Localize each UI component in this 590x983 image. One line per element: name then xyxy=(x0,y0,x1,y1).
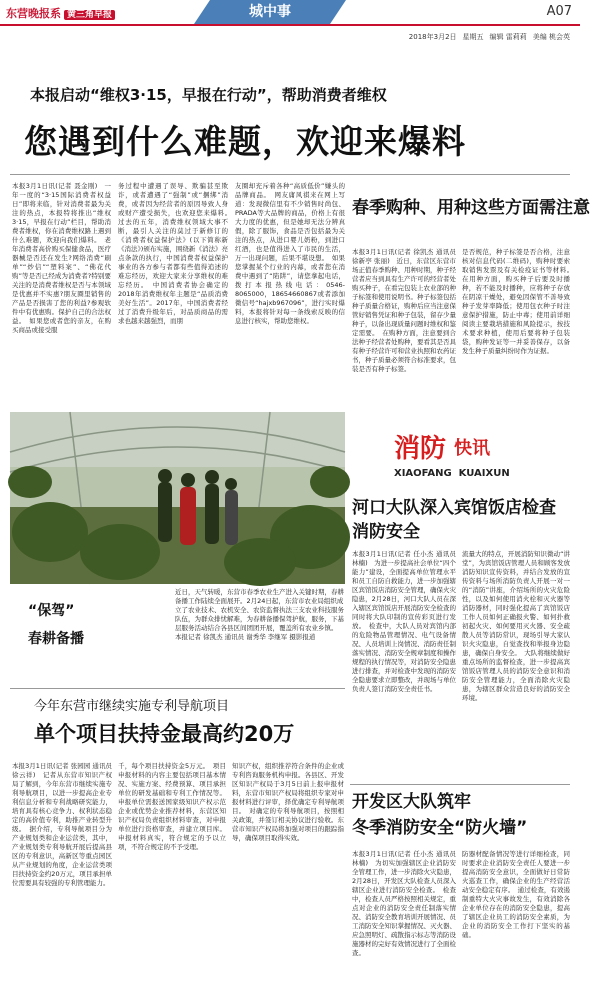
brand-logo: 东营晚报系 黄三角早报 xyxy=(6,5,115,21)
photo-caption: 近日，天气转暖，东营市春季农业生产进入关键时期，春耕备播工作陆续全面展开。2月24日起，东营市农业局组织成立了农业技术、农机安全、农资监督执法三支农业科技服务队伍，为群众排忧解难，为春耕备播保驾护航，服务，下基层服务活动结合各县区间团团开展，覆盖所有农业乡镇。 本报记者 徐凯杰 通讯员 谢秀华 李继军 摄影报道 xyxy=(175,588,344,641)
section-title: 城中事 xyxy=(210,0,330,24)
hotel-headline: 河口大队深入宾馆饭店检查消防安全 xyxy=(352,498,556,542)
patent-column-1: 本报3月1日讯(记者 张园园 通讯员 徐云祥) 记者从东营市知识产权局了解到，今年东营市继续实施专利导航项目，以进一步提高企业专利信息分析和专利战略研究能力，培育具有核心竞争力、权利状态稳定的高价值专利，助推产业转型升级。 据介绍，专利导航项目分为产业规划类和企业运营类，其中，产业规划类专利导航开展后提高县区的专利意识，高新区等重点园区从产业规划的角度，企业运营类项目扶持资金约20万元，项目承担单位需要具有较强的专利管理能力。 xyxy=(12,762,112,887)
photo-caption-title: “保驾” xyxy=(28,603,75,619)
lead-column-2: 务过程中遭遇了误导、欺骗甚至欺诈，或者遭遇了“强制”或“捆绑”消费，或者因为经营者的原因导致人身或财产遭受损失，也欢迎您来爆料。 过去的五年，消费维权领域大事不断，最引人关注的莫过于新修订的《消费者权益保护法》(以下简称新《消法》)颁布实施，围绕新《消法》亮点条款的执行，中国消费者权益保护事业的各方参与者都有些值得追述的难忘经历，欢迎大家来分享维权的难忘经历。 中国消费者协会确定的2018年消费维权年主题是“品质消费 美好生活”。2017年，中国消费者经过了消费升级年后，对品质商品的需求也越来越强烈，而朋 xyxy=(118,182,235,325)
lead-column-3: 友圈却充斥着各种“高质低价”嫌头的品牌商品。 网友庸风祺来在网上写道：发现微信里有不少销售时尚包、PRADA等大品牌的商品，价格上有很大力度的优惠，但是她却无法分辨真假，除了服饰，食品是否包括最为关注的热点，从进口婴儿奶粉，到进口红酒，也是值得进入了市民的生活，万一出现问题，后果不堪设想。 如果您掌握某个行业的内幕，或者您在消费中遇到了“陷阱”，请您拿起电话，拨打本报热线电话：0546-8065000，18654660867或者添加微信号“hajxb967096”，进行实时爆料，本报将针对每一条线索反映的信息进行核实，帮助您维权。 xyxy=(235,182,345,325)
divider xyxy=(10,174,570,175)
kaifa-column-1: 本报3月1日讯(记者 任小杰 通讯员 林楠) 为切实加强辖区企业消防安全管理工作，进一步消除火灾隐患，2月28日，开发区大队检查人员深入辖区企业进行消防安全检查。 检查中，检查人员严格按照相关规定，重点对企业的消防安全责任制落实情况、消防安全教育培训开展情况、员工消防安全知识掌握情况、灭火器、应急照明灯、疏散指示标志等消防设施器材的完好有效情况进行了全面检查。 xyxy=(352,850,456,957)
patent-column-3: 知识产权，组织推荐符合条件的企业或专利咨询服务机构申报。各县区、开发区知识产权局于3月5日前上报申报材料，东营市知识产权局将组织专家对申报材料进行评审，择优确定专利导航项目。 对确定的专利导航项目，按照相关政策，并签订相关协议进行验收。东营市知识产权局将加强对项目的跟踪指导，确保项目取得实效。 xyxy=(232,762,344,842)
hotel-column-2: 流量大的特点，开展消防知识微动“讲堂”，为宾馆饭店管理人员和顾客发放消防知识宣传资料，并结合发放的宣传资料与场所消防负责人开展一对一的“消防”讲座，介绍场所的火灾危险性，以及如何使用消火栓和灭火器等消防器材，同时强化提高了宾馆饭店工作人员如何正确报火警、如何扑救初起火灾、如何要用灭火器、安全疏散人员等消防常识，现场引导大家认识火灾隐患，自觉查找和举报身边隐患，确保自身安全。 大队将继续做好重点场所的监督检查，进一步提高宾馆饭店管理人员的消防安全意识和消防安全管理能力，全面消除火灾隐患，为辖区群众营造良好的消防安全环境。 xyxy=(462,550,570,702)
divider xyxy=(10,688,345,689)
dateline: 2018年3月2日 星期五 编辑 雷莉莉 美编 桃会英 xyxy=(408,33,570,41)
lead-column-1: 本报3月1日讯(记者 聂金刚) 一年一度的“3·15国际消费者权益日”即将来临，针对消费者最为关注的热点，本报特将推出“维权3·15，早报在行动”栏目，帮助消费者维权，你在消费维权路上遇到什么难题，欢迎向我们爆料。 老年消费者高价购买保健食品，医疗器械是否还在发生?网络消费“刷单”“炒信”“塑料案”、“佛花代购”等是否已经成为消费者?特别要关注的是消费者维权是否与本领域是优惠并不实惠?朋友圈里销售的产品是否损害了您的利益?参观软件中有优惠购。保护自己的合法权益。 如果您或者您的亲友，在购买商品或接受服 xyxy=(12,182,111,334)
greenhouse-photo xyxy=(10,412,345,584)
lead-kicker: 本报启动“维权3·15，早报在行动”，帮助消费者维权 xyxy=(30,86,387,104)
kaifa-headline-1: 开发区大队筑牢 xyxy=(352,792,471,812)
kaifa-headline-2: 冬季消防安全“防火墙” xyxy=(352,818,528,838)
lead-headline: 您遇到什么难题，欢迎来爆料 xyxy=(24,122,466,161)
spring-column-1: 本报3月1日讯(记者 徐凯杰 通讯员 徐新亭 张丽) 近日，东营区东营市场正值春季购种、用种时期，种子经营者应当到具有生产许可的经营者处购买种子，在看完包装上农业部的种子标签和使用说明书。种子标签包括种子质量合格证，购种后应当注意保管好销售凭证和种子包装，留存少量种子，以备出现质量问题时维权和鉴定需要。 在购种方面，注意要到合法种子经营者处购种，要看其是否具有种子经营许可和营业执照和农药证书，种子质量必须符合标准要求，包装是否有种子标签。 xyxy=(352,248,456,373)
fire-news-logo: 消防 快讯 XIAOFANG KUAIXUN xyxy=(394,434,510,479)
hotel-column-1: 本报3月1日讯(记者 任小杰 通讯员 林楠) 为进一步提高社会单位“四个能力”建设，全面提高单位管理水平和员工自防自救能力，进一步加强辖区宾馆饭店消防安全管理，确保火灾隐患，2月28日，河口大队人员在深入辖区宾馆饭店开展消防安全检查的同时将大队印制的宣传彩页进行发放。 检查中，大队人员对宾馆内部的危险物品管理情况、电气设备情况、人员培训上岗情况、消防责任制落实情况、消防安全规章制度和操作规程的执行情况等，对消防安全隐患进行排查，并对检查中发现的消防安全隐患要求立即整改，并现场与单位负责人签订消防安全责任书。 xyxy=(352,550,456,693)
patent-headline: 单个项目扶持金最高约20万 xyxy=(34,722,295,746)
spring-column-2: 是否规范，种子标签是否合格，注意核对信息代码(二维码)，购种时要索取销售发票及有关检疫证书等材料。 在用种方面，购买种子后要及时播种，若不能及时播种，应将种子存放在阴凉干燥处，避免因保管不善导致种子发芽率降低；使用包衣种子时注意保护措施，防止中毒；使用前详细阅读主要栽培措施和风险提示，按技术要求种植，使用后要将种子包装袋，购种发证等一并妥善保存，以备发生种子质量纠纷时作为证据。 xyxy=(462,248,577,355)
page-number: A07 xyxy=(546,4,572,19)
patent-kicker: 今年东营市继续实施专利导航项目 xyxy=(34,699,230,714)
spring-headline: 春季购种、用种这些方面需注意 xyxy=(352,198,590,218)
patent-column-2: 千，每个项目扶持资金5万元。 项目申报材料的内容主要包括项目基本情况、实施方案、经费预算、项目承担单位的研发基础和专利工作情况等。申报单位需报送国家级知识产权示范企业或优势企业推荐材料，东营区知识产权局负责组织材料审查，对申报单位进行资格审查，并建立项目库。申报材料真实，符合规定的予以立项，不符合规定的不予受理。 xyxy=(118,762,226,851)
photo-caption-subtitle: 春耕备播 xyxy=(28,631,84,647)
kaifa-column-2: 防器材配备情况等进行详细检查，同时要求企业消防安全责任人要进一步提高消防安全意识，全面做好日常防火巡查工作，确保企业的生产经营活动安全稳定有序。 通过检查，有效遏制重特大火灾事故发生，有效消除各企业单位存在的消防安全隐患，提高了辖区企业员工的消防安全素质，为企业的消防安全工作打下坚实的基础。 xyxy=(462,850,570,939)
divider xyxy=(350,784,570,785)
